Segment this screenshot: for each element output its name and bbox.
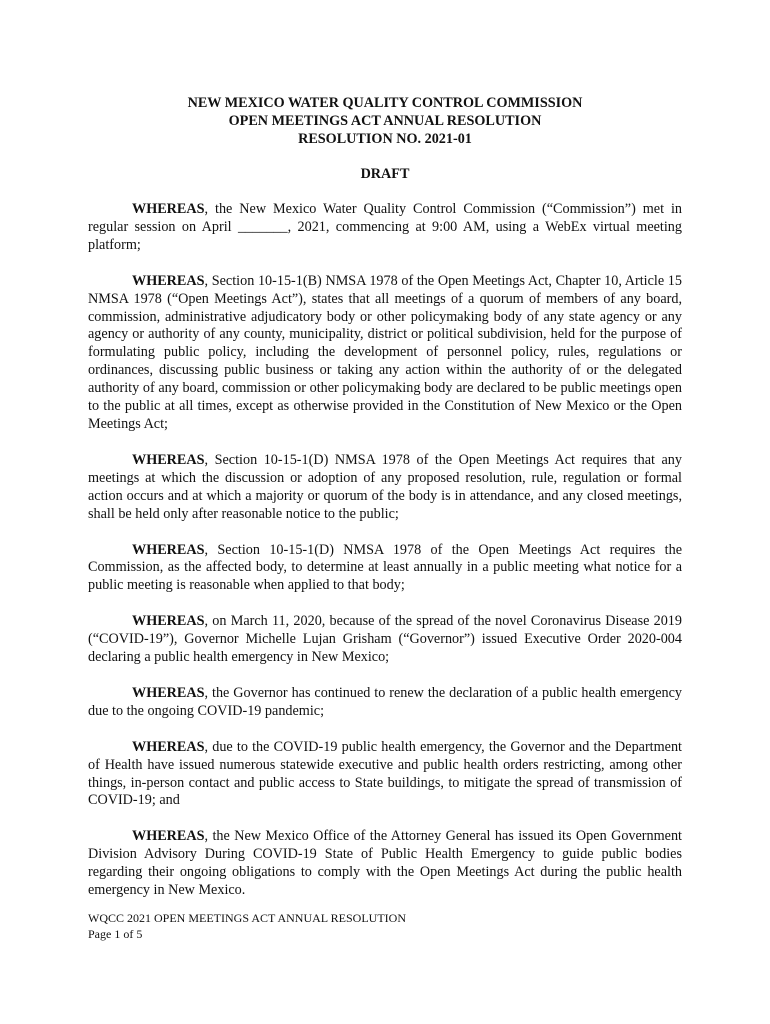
whereas-text: , the Governor has continued to renew the declaration of a public health emergency due to the ongoing COVID-19 pandemic; <box>88 684 682 719</box>
whereas-paragraph <box>88 739 682 811</box>
whereas-paragraph <box>88 542 682 596</box>
whereas-text: , Section 10-15-1(B) NMSA 1978 of the Open Meetings Act, Chapter 10, Article 15 NMSA 1978 (“Open Meetings Act”), states that all meetings of a quorum of members of any board, commission, administrative adjudicatory body or other policymaking body of any state agency or any agency or authority of any county, municipality, district or political subdivision, held for the purpose of formulating public policy, including the development of personnel policy, rules, regulations or ordinances, discussing public business or taking any action within the authority of or the delegated authority of any board, commission or other policymaking body are declared to be public meetings open to the public at all times, except as otherwise provided in the Constitution of New Mexico or the Open Meetings Act; <box>88 272 682 432</box>
whereas-lead: WHEREAS <box>132 684 205 701</box>
whereas-lead: WHEREAS <box>132 541 205 558</box>
whereas-text: , the New Mexico Office of the Attorney General has issued its Open Government Division Advisory During COVID-19 State of Public Health Emergency to guide public bodies regarding their ongoing obligations to comply with the Open Meetings Act during the public health emergency in New Mexico. <box>88 828 682 899</box>
whereas-text: , on March 11, 2020, because of the spread of the novel Coronavirus Disease 2019 (“COVID-19”), Governor Michelle Lujan Grisham (“Governor”) issued Executive Order 2020-004 declaring a public health emergency in New Mexico; <box>88 613 682 666</box>
footer-document-title: WQCC 2021 OPEN MEETINGS ACT ANNUAL RESOLUTION <box>88 911 406 925</box>
whereas-paragraph <box>88 685 682 721</box>
heading-line-resolution-type: OPEN MEETINGS ACT ANNUAL RESOLUTION <box>228 113 542 129</box>
whereas-lead: WHEREAS <box>132 613 205 630</box>
page-footer <box>88 910 406 942</box>
whereas-paragraph <box>88 613 682 667</box>
footer-page-number: Page 1 of 5 <box>88 927 143 941</box>
whereas-lead: WHEREAS <box>132 272 205 289</box>
document-heading <box>0 94 770 148</box>
whereas-text: , due to the COVID-19 public health emergency, the Governor and the Department of Health have issued numerous statewide executive and public health orders restricting, among other things, in-person contact and public access to State buildings, to mitigate the spread of transmission of COVID-19; and <box>88 738 682 809</box>
whereas-text: , the New Mexico Water Quality Control Commission (“Commission”) met in regular session on April _______, 2021, commencing at 9:00 AM, using a WebEx virtual meeting platform; <box>88 201 682 253</box>
heading-line-commission: NEW MEXICO WATER QUALITY CONTROL COMMISSION <box>187 95 583 111</box>
heading-line-resolution-number: RESOLUTION NO. 2021-01 <box>298 131 472 147</box>
whereas-paragraph <box>88 452 682 524</box>
draft-label: DRAFT <box>360 166 410 182</box>
whereas-lead: WHEREAS <box>132 201 205 217</box>
whereas-text: , Section 10-15-1(D) NMSA 1978 of the Open Meetings Act requires that any meetings at which the discussion or adoption of any proposed resolution, rule, regulation or formal action occurs and at which a majority or quorum of the body is in attendance, and any closed meetings, shall be held only after reasonable notice to the public; <box>88 451 682 522</box>
whereas-lead: WHEREAS <box>132 738 205 755</box>
whereas-paragraph <box>88 828 682 900</box>
whereas-text: , Section 10-15-1(D) NMSA 1978 of the Open Meetings Act requires the Commission, as the affected body, to determine at least annually in a public meeting what notice for a public meeting is reasonable when applied to that body; <box>88 541 682 594</box>
whereas-lead: WHEREAS <box>132 451 205 468</box>
whereas-paragraph <box>88 273 682 434</box>
document-body <box>88 201 682 918</box>
whereas-lead: WHEREAS <box>132 828 205 845</box>
whereas-paragraph <box>88 201 682 255</box>
